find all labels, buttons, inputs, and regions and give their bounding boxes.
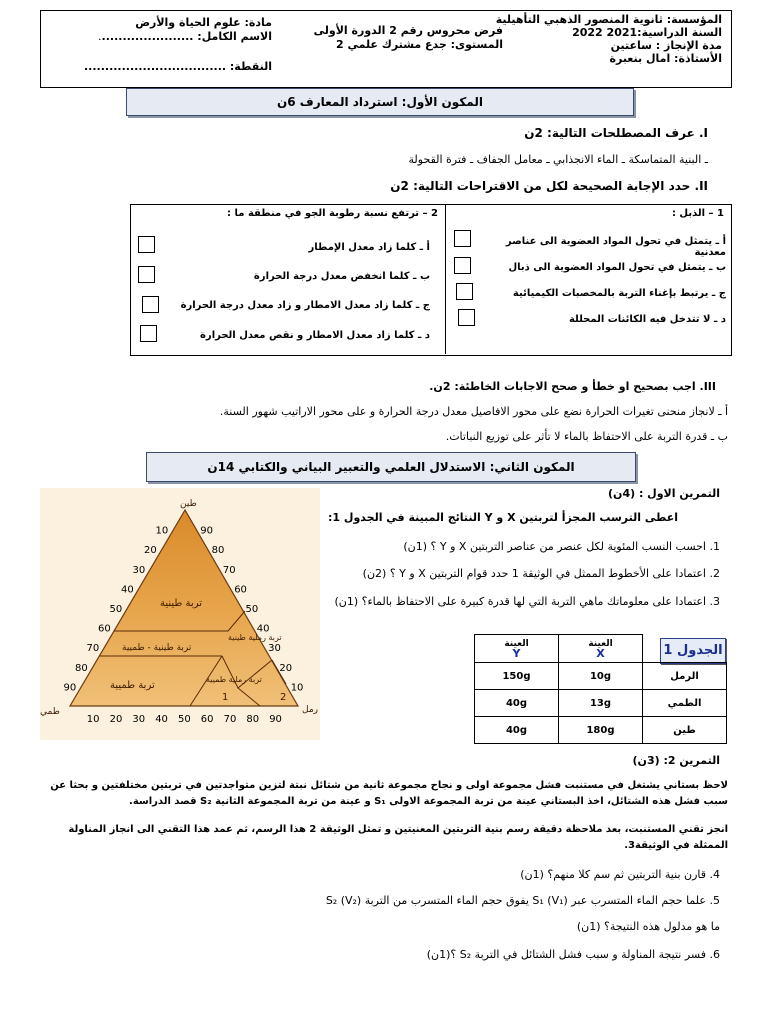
ex1-intro: اعطى الترسب المجزأ لتربتين X و Y النتائج المبينة في الجدول 1: — [328, 511, 678, 524]
triangle-svg — [40, 488, 320, 740]
triangle-top-label: طين — [180, 499, 197, 509]
mcq2-option-d: د ـ كلما زاد معدل الامطار و نقص معدل الحرارة — [200, 330, 430, 341]
ex1-question-1: 1. احسب النسب المئوية لكل عنصر من عناصر التربتين X و Y ؟ (1ن) — [403, 540, 720, 553]
q1-title: I. عرف المصطلحات التالية: 2ن — [524, 126, 708, 140]
table1-label-clay: طين — [643, 717, 727, 744]
mcq2-option-a: أ ـ كلما زاد معدل الإمطار — [308, 242, 430, 253]
bottom-axis-tick: 70 — [223, 714, 237, 725]
region-silt: تربة طميية — [110, 680, 155, 691]
bottom-axis-tick: 60 — [200, 714, 214, 725]
q3-statement-a: أ ـ لانجاز منحنى تغيرات الحرارة نضع على محور الافاصيل معدل درجة الحرارة و على محور الاراتيب شهور السنة. — [219, 405, 728, 418]
left-axis-tick: 30 — [132, 564, 146, 576]
right-axis-tick: 10 — [290, 682, 304, 694]
bottom-axis-tick: 30 — [132, 714, 146, 725]
ex2-paragraph-2: انجز تقني المستنبت، بعد ملاحظة دقيقة رسم بنية التربتين المعنيتين و تمثل الوثيقة 2 هذا الرسم، ثم عمد هذا التقني الى انجاز المناولة الممثلة في الوثيقة3. — [68, 824, 728, 851]
mcq1-option-d: د ـ لا تتدخل فيه الكائنات المحللة — [568, 314, 726, 325]
mcq1-checkbox-b[interactable] — [454, 257, 471, 274]
exam-duration: مدة الإنجاز : ساعتين — [610, 39, 722, 52]
right-axis-tick: 90 — [200, 525, 214, 537]
table1-header-y — [475, 635, 559, 663]
part1-banner: المكون الأول: استرداد المعارف 6ن — [126, 88, 634, 116]
right-axis-tick: 40 — [256, 623, 270, 635]
ex1-question-3: 3. اعتمادا على معلوماتك ماهي التربة التي لها قدرة كبيرة على الاحتفاظ بالماء؟ (1ن) — [334, 595, 720, 608]
ex2-question-5-meaning: ما هو مدلول هذه النتيجة؟ (1ن) — [576, 920, 720, 933]
bottom-axis-tick: 20 — [109, 714, 123, 725]
mcq1-option-a: أ ـ يتمثل في تحول المواد العضوية الى عناصر معدنية — [505, 236, 726, 258]
ex2-paragraph-1: لاحظ بستاني يشتغل في مستنبت فشل مجموعة اولى و نجاح مجموعة ثانية من شتائل نبتة لتزين متواجدتين في تربتين مختلفتين و بحثا عن سبب فشل هذه الشتائل، اخذ البستاني عينة من تربة المجموعة الاولى S₁ و عينة من تربة المجموعة الثانية S₂ قصد الدراسة. — [50, 780, 728, 807]
region-sandy-silt: تربة رملية طميية — [206, 675, 262, 684]
student-name-field[interactable]: الاسم الكامل: ...................... — [101, 30, 272, 43]
q3-title: III. اجب بصحيح او خطأ و صحح الاجابات الخاطئة: 2ن. — [429, 380, 716, 393]
table1-cell-y-sand: 150g — [475, 663, 559, 690]
ex1-title: التمرين الاول : (4ن) — [608, 487, 720, 500]
bottom-axis-tick: 10 — [86, 714, 100, 725]
table1-grid — [474, 634, 727, 744]
mcq1-checkbox-c[interactable] — [456, 283, 473, 300]
subject-name: مادة: علوم الحياة والأرض — [135, 16, 272, 29]
q1-terms: ـ البنية المتماسكة ـ الماء الانجذابي ـ معامل الجفاف ـ فترة القحولة — [408, 153, 708, 166]
right-axis-tick: 80 — [211, 545, 225, 557]
right-axis-tick: 60 — [234, 584, 247, 596]
table1-header-y-title: العينة — [504, 638, 529, 649]
right-axis-tick: 20 — [279, 662, 293, 674]
left-axis-tick: 50 — [109, 604, 123, 615]
table1-cell-y-clay: 40g — [475, 717, 559, 744]
table1-badge: الجدول 1 — [660, 638, 726, 664]
part2-banner: المكون الثاني: الاستدلال العلمي والتعبير البياني والكتابي 14ن — [146, 452, 636, 482]
right-axis-tick: 50 — [245, 604, 259, 615]
left-axis-tick: 20 — [144, 545, 157, 557]
mcq1-option-c: ج ـ يرتبط بإغناء التربة بالمخصبات الكيميائية — [512, 288, 726, 299]
table1-header-x-label: X — [596, 646, 605, 660]
header-exam-info — [303, 24, 503, 52]
table1-cell-x-sand: 10g — [559, 663, 643, 690]
table1-header-x — [559, 635, 643, 663]
school-year: السنة الدراسية:2021 2022 — [572, 26, 722, 39]
table-row — [475, 690, 727, 717]
left-axis-tick: 80 — [75, 662, 88, 674]
name-dot: . — [98, 30, 102, 43]
school-name: المؤسسة: ثانوية المنصور الذهبي التأهيلية — [495, 13, 722, 26]
mcq2-checkbox-b[interactable] — [138, 266, 155, 283]
table1 — [474, 634, 727, 744]
mcq1-checkbox-d[interactable] — [458, 309, 475, 326]
region-clay: تربة طينية — [160, 598, 202, 609]
table-row — [475, 663, 727, 690]
table1-header-x-title: العينة — [588, 638, 613, 649]
mcq1-title: 1 – الذبل : — [671, 208, 724, 219]
mcq2-title: 2 – ترتفع نسبة رطوبة الجو في منطقة ما : — [227, 208, 438, 219]
table1-cell-y-silt: 40g — [475, 690, 559, 717]
bottom-axis-tick: 50 — [178, 714, 191, 725]
right-axis-tick: 70 — [222, 564, 236, 576]
exam-level: المستوى: جدع مشترك علمي 2 — [335, 38, 503, 51]
mcq2-option-c: ج ـ كلما زاد معدل الامطار و زاد معدل درجة الحرارة — [180, 300, 430, 311]
ex2-question-6: 6. فسر نتيجة المناولة و سبب فشل الشتائل في التربة S₂ ؟(1ن) — [426, 948, 720, 961]
q2-title: II. حدد الإجابة الصحيحة لكل من الاقتراحات التالية: 2ن — [390, 179, 708, 193]
mcq2-checkbox-d[interactable] — [140, 325, 157, 342]
bottom-axis-tick: 90 — [269, 714, 282, 725]
table-row — [475, 717, 727, 744]
triangle-left-label: طمي — [40, 707, 60, 717]
ex2-title: التمرين 2: (3ن) — [632, 754, 720, 767]
right-axis-tick: 30 — [268, 643, 281, 655]
score-field[interactable]: النقطة: .................................. — [84, 60, 272, 73]
bottom-axis-tick: 80 — [246, 714, 260, 725]
triangle-right-label: رمل — [302, 705, 318, 715]
soil-texture-triangle — [40, 488, 320, 740]
teacher-name: الأستاذة: امال بنعبرة — [609, 52, 722, 65]
q3-statement-b: ب ـ قدرة التربة على الاحتفاظ بالماء لا تأثر على توزيع النباتات. — [445, 430, 728, 443]
region-silty-clay: تربة طينية - طميية — [122, 643, 192, 653]
ex2-question-4: 4. قارن بنية التربتين ثم سم كلا منهم؟ (1ن) — [520, 868, 720, 881]
left-axis-tick: 40 — [121, 584, 134, 596]
table1-header-empty — [643, 635, 727, 663]
mcq1-option-b: ب ـ يتمثل في تحول المواد العضوية الى ذبال — [508, 262, 726, 273]
mcq-divider — [445, 204, 446, 354]
table1-cell-x-clay: 180g — [559, 717, 643, 744]
table1-label-sand: الرمل — [643, 663, 727, 690]
header-student-info — [72, 16, 272, 44]
mcq2-checkbox-a[interactable] — [138, 236, 155, 253]
left-axis-tick: 70 — [86, 643, 100, 655]
table1-header-y-label: Y — [512, 646, 521, 660]
left-axis-tick: 10 — [155, 525, 169, 537]
left-axis-tick: 90 — [63, 682, 77, 694]
region-2: 2 — [280, 692, 287, 703]
table1-label-silt: الطمي — [643, 690, 727, 717]
bottom-axis-tick: 40 — [155, 714, 168, 725]
mcq1-checkbox-a[interactable] — [454, 230, 471, 247]
table1-cell-x-silt: 13g — [559, 690, 643, 717]
mcq2-option-b: ب ـ كلما انخفض معدل درجة الحرارة — [253, 271, 430, 282]
region-1: 1 — [222, 692, 229, 703]
left-axis-tick: 60 — [98, 623, 111, 635]
ex2-question-5: 5. علما حجم الماء المتسرب عبر S₁ (V₁) يفوق حجم الماء المتسرب من التربة S₂ (V₂) — [325, 894, 720, 907]
exam-title: فرض محروس رقم 2 الدورة الأولى — [313, 24, 503, 37]
region-sandy-clay: تربة رملية طينية — [228, 633, 282, 642]
ex1-question-2: 2. اعتمادا على الأخطوط الممثل في الوثيقة 1 حدد قوام التربتين X و Y ؟ (2ن) — [362, 567, 720, 580]
mcq2-checkbox-c[interactable] — [142, 296, 159, 313]
